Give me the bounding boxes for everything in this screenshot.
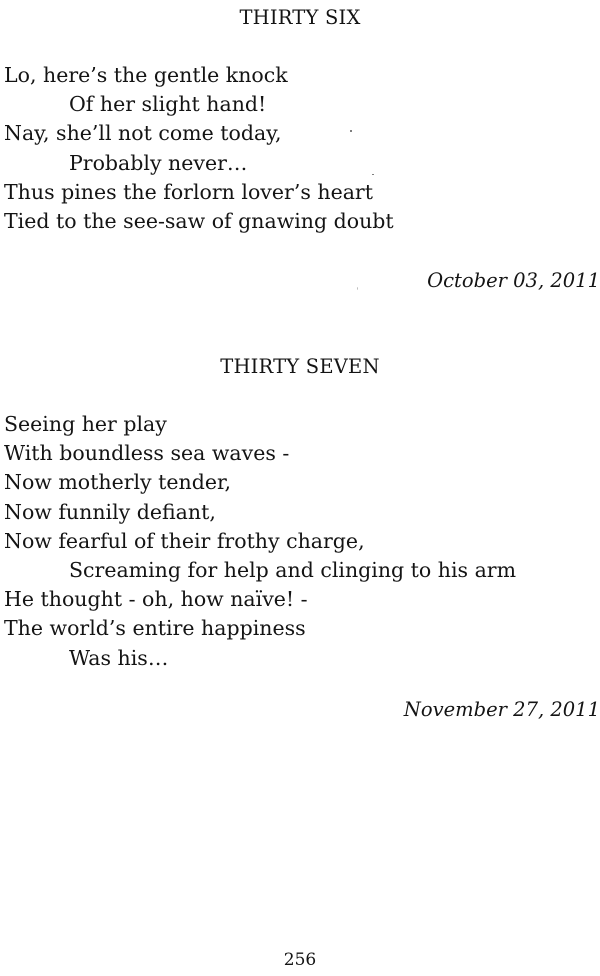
poem-line: Of her slight hand! — [69, 92, 267, 117]
poem-title-thirty-seven: THIRTY SEVEN — [220, 355, 380, 378]
poem-line: Screaming for help and clinging to his arm — [69, 558, 517, 583]
page-number: 256 — [283, 950, 317, 970]
poem-line: Thus pines the forlorn lover’s heart — [4, 179, 373, 204]
poem-line: Was his… — [69, 645, 169, 670]
poem-line: Now funnily defiant, — [4, 499, 216, 524]
poem-title-thirty-six: THIRTY SIX — [239, 6, 361, 29]
poem-line: Probably never… — [69, 150, 248, 175]
poem-body-thirty-seven — [4, 410, 516, 673]
scan-speck — [372, 174, 374, 175]
poem-date-thirty-seven: November 27, 2011 — [403, 698, 600, 721]
poem-line: He thought - oh, how naïve! - — [4, 587, 308, 612]
scan-speck — [357, 287, 358, 290]
poem-line: Tied to the see-saw of gnawing doubt — [4, 209, 394, 234]
poem-line: Nay, she’ll not come today, — [4, 121, 282, 146]
poem-line: Seeing her play — [4, 412, 167, 436]
poem-line: With boundless sea waves - — [4, 441, 290, 466]
scan-speck — [350, 130, 352, 132]
poem-body-thirty-six — [4, 61, 394, 236]
poem-date-thirty-six: October 03, 2011 — [427, 269, 600, 292]
poem-line: Lo, here’s the gentle knock — [4, 63, 288, 87]
poem-line: Now motherly tender, — [4, 470, 232, 495]
poem-line: The world’s entire happiness — [4, 616, 306, 641]
poem-line: Now fearful of their frothy charge, — [4, 528, 365, 553]
